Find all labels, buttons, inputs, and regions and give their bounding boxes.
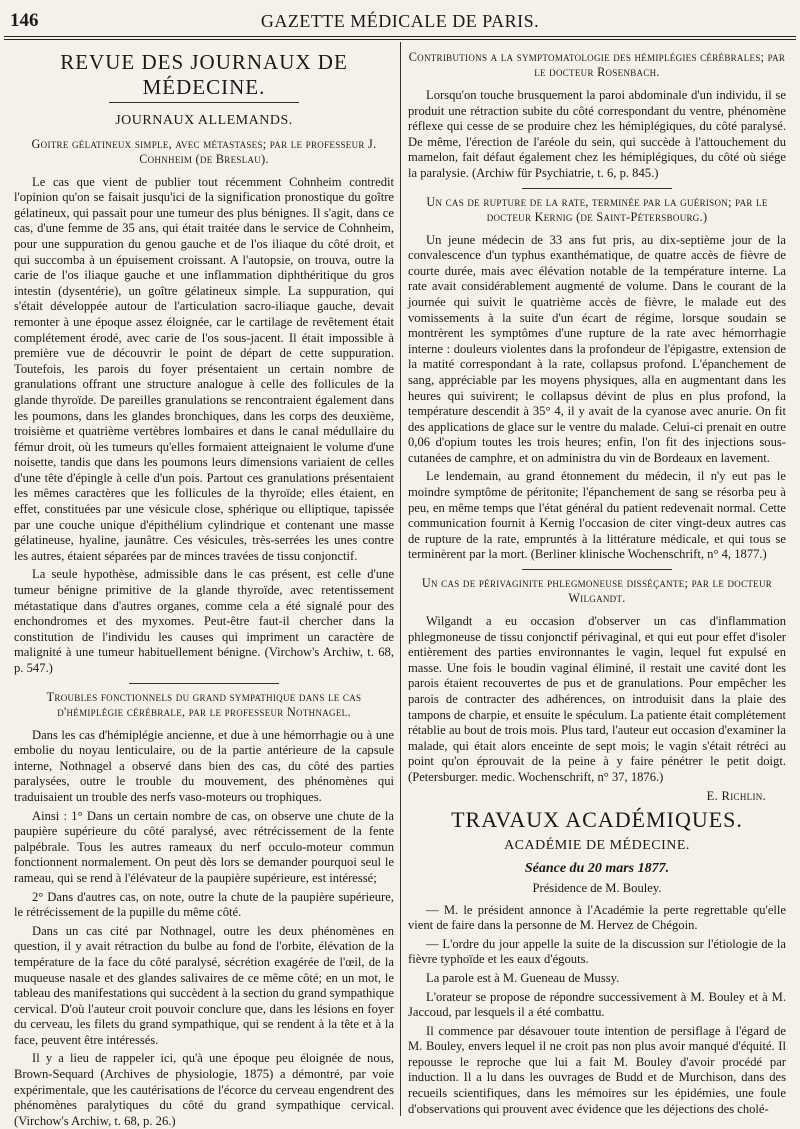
article-separator <box>522 569 672 570</box>
column-divider <box>400 42 401 1116</box>
article-paragraph: Le cas que vient de publier tout récemment Cohnheim contredit l'opinion qu'on se faisait jusqu'ici de la signification pronostique du goître gélatineux, qui passait pour une tumeur des plus bénignes. Il s'agit, dans ce cas, d'une femme de 35 ans, qui était traitée dans le service de Cohnheim, pour une suppuration du genou gauche et de l'os iliaque du côté droit, et qui succomba à un épuisement croissant. A l'autopsie, on trouva, outre la carie de l'os iliaque gauche et une inflammation diphthéritique du gros intestin (dysentérie), un goître gélatineux simple. La suppuration, qui s'était développée autour de l'articulation sacro-iliaque gauche, devait remonter à une époque assez éloignée, car le cartilage de revêtement était complétement érodé, avec carie de l'os sous-jacent. Il était impossible à première vue de découvrir le point de départ de cette suppuration. Toutefois, les parois du foyer présentaient un certain nombre de granulations offrant une structure analogue à celle des follicules de la glande thyroïde. De pareilles granulations se rencontraient également dans les poumons, dans les glandes bronchiques, dans les corps des deuxième, troisième et quatrième vertèbres lombaires et dans le canal médullaire du fémur droit, où les tumeurs qu'elles formaient atteignaient le volume d'une noisette, tandis que dans les poumons leurs dimensions variaient de celles d'une tête d'épingle à celle d'un pois. Partout ces granulations présentaient les mêmes caractères que les follicules de la thyroïde; elles étaient, en effet, constituées par une vésicule close, sphérique ou elliptique, tapissée par une couche unique d'épithélium cylindrique et contenant une masse gélatineuse, hyaline, jaunâtre. Ces vésicules, très-serrées les unes contre les autres, étaient séparées par de minces travées de tissu conjonctif. <box>14 174 394 563</box>
article-paragraph: Un jeune médecin de 33 ans fut pris, au dix-septième jour de la convalescence d'un typhus exanthématique, de quatre accès de fièvre de courte durée, mais avec élévation notable de la température interne. La rate avait considérablement augmenté de volume. Dans le courant de la journée qui suivit le quatrième accès de fièvre, le malade eut des vomissements à la suite d'un écart de régime, lorsque soudain se montrèrent les symptômes d'une rupture de la rate avec hémorrhagie interne : douleurs violentes dans la profondeur de l'épigastre, extension de la matité correspondant à la rate, collapsus profond. L'épanchement de sang, appréciable par les moyens physiques, alla en augmentant dans les heures qui suivirent; le collapsus dévint de plus en plus profond, la température descendit à 35° 4, il y avait de la cyanose avec anurie. On fit des applications de glace sur le ventre du malade. Celui-ci prenait en outre 0,06 d'opium toutes les trois heures; enfin, l'on fit des injections sous-cutanées de camphre, et on administra du vin de Bordeaux en lavement. <box>408 232 786 465</box>
academy-section-title: TRAVAUX ACADÉMIQUES. <box>451 807 743 833</box>
article-paragraph: Wilgandt a eu occasion d'observer un cas d'inflammation phlegmoneuse de tissu conjonctif périvaginal, et qui eut pour effet d'isoler entièrement des parties environnantes le vagin, lequel fut expulsé en masse. Une fois le boudin vaginal éliminé, il restait une cavité dont les parois étaient recouvertes de pus et de granulations. Pour empêcher les parois de contracter des adhérences, on introduisit dans la plaie des tampons de charpie, et ensuite le spéculum. La patiente était complétement rétablie au bout de trois mois. Plus tard, l'auteur eut occasion d'examiner la malade, qui était alors enceinte de sept mois; le vagin s'était rétréci au point qu'on éprouvait de la peine à y faire pénétrer le petit doigt. (Petersburger. medic. Wochenschrift, n° 37, 1876.) <box>408 614 786 784</box>
article-heading-sympathique: Troubles fonctionnels du grand sympathique dans le cas d'hémiplégie cérébrale, par le professeur Nothnagel. <box>46 689 362 719</box>
title-rule <box>109 102 299 103</box>
author-signature: E. Richlin. <box>706 788 766 803</box>
academy-subtitle: ACADÉMIE DE MÉDECINE. <box>504 837 690 853</box>
session-paragraph: Il commence par désavouer toute intention de persiflage à l'égard de M. Bouley, envers lequel il ne croit pas non plus avoir manqué d'équité. Il repousse le reproche que lui a fait M. Bouley d'avoir procédé par induction. Il a lu dans les ouvrages de Budd et de Murchison, dans des recueils scientifiques, dans les mémoires sur les épidémies, une foule d'observations qui prouvent avec évidence que les déjections des cholé- <box>408 1023 786 1116</box>
article-separator <box>522 188 672 189</box>
session-paragraph: — M. le président annonce à l'Académie la perte regrettable qu'elle vient de faire dans la personne de M. Hervez de Chégoin. <box>408 902 786 933</box>
article-paragraph: Dans un cas cité par Nothnagel, outre les deux phénomènes en question, il y avait rétraction du bulbe au fond de l'orbite, élévation de la température de la face du côté paralysé, sécrétion exagérée de l'œil, de la muqueuse nasale et des glandes salivaires de ce même côté; en un mot, le tableau des manifestations qui succèdent à la section du grand sympathique cervical. D'où l'auteur croit pouvoir conclure que, dans les lésions en foyer du cerveau, les filets du grand sympathique, qui se rendent à la tête et à la face, peuvent être intéressés. <box>14 923 394 1047</box>
session-paragraph: L'orateur se propose de répondre successivement à M. Bouley et à M. Jaccoud, par lesquels il a été combattu. <box>408 989 786 1020</box>
article-paragraph: Il y a lieu de rappeler ici, qu'à une époque peu éloignée de nous, Brown-Sequard (Archives de physiologie, 1875) a démontré, par voie expérimentale, que les cautérisations de l'écorce du cerveau engendrent des phénomènes paralytiques du côté du grand sympathique cervical. (Virchow's Archiw, t. 68, p. 26.) <box>14 1051 394 1128</box>
left-column <box>14 44 394 1128</box>
subsection-title: JOURNAUX ALLEMANDS. <box>115 113 293 128</box>
article-heading-rate: Un cas de rupture de la rate, terminée par la guérison; par le docteur Kernig (de Saint-Pétersbourg.) <box>426 194 768 224</box>
session-paragraph: — L'ordre du jour appelle la suite de la discussion sur l'étiologie de la fièvre typhoïde et les eaux d'égouts. <box>408 936 786 967</box>
article-paragraph: Ainsi : 1° Dans un certain nombre de cas, on observe une chute de la paupière supérieure du côté paralysé, avec rétrécissement de la fente palpébrale. Tous les autres rameaux du nerf occulo-moteur commun fonctionnent normalement. On peut dès lors se demander pourquoi seul le rameau, qui se rend à l'élévateur de la paupière supérieure, est intéressé; <box>14 808 394 885</box>
article-paragraph: Dans les cas d'hémiplégie ancienne, et due à une hémorrhagie ou à une embolie du noyau lenticulaire, ou de la partie antérieure de la capsule interne, Nothnagel a observé dans bien des cas, du côté des parties paralysées, outre le trouble du mouvement, des phénomènes qui traduisaient un trouble des nerfs vaso-moteurs ou trophiques. <box>14 727 394 804</box>
article-heading-perivaginite: Un cas de périvaginite phlegmoneuse disséçante; par le docteur Wilgandt. <box>421 576 773 606</box>
article-separator <box>129 683 279 684</box>
article-paragraph: La seule hypothèse, admissible dans le cas présent, est celle d'une tumeur bénigne primitive de la glande thyroïde, avec retentissement métastatique dans d'autres organes, comme cela a été signalé pour des enchondromes et des myxomes. Peut-être faut-il chercher dans la constitution de l'individu les causes qui impriment un caractère de malignité à une tumeur habituellement bénigne. (Virchow's Archiw, t. 68, p. 547.) <box>14 567 394 675</box>
session-paragraph: La parole est à M. Gueneau de Mussy. <box>426 970 620 985</box>
page-number: 146 <box>10 10 39 31</box>
article-paragraph: Le lendemain, au grand étonnement du médecin, il n'y eut pas le moindre symptôme de péritonite; l'épanchement de sang se résorba peu à peu, en même temps que l'état général du patient redevenait normal. Cette communication fournit à Kernig l'occasion de citer vingt-deux autres cas de rupture de la rate, empruntés à la littérature médicale, et qui tous se terminèrent par la mort. (Berliner klinische Wochenschrift, n° 4, 1877.) <box>408 469 786 562</box>
session-heading: Séance du 20 mars 1877. <box>524 861 670 877</box>
right-column <box>408 44 786 1114</box>
article-heading-goitre: Goitre gélatineux simple, avec métastases; par le professeur J. Cohnheim (de Breslau). <box>31 136 377 166</box>
section-title: REVUE DES JOURNAUX DE MÉDECINE. <box>60 50 348 99</box>
article-heading-hemiplegies: Contributions a la symptomatologie des hémiplégies cérébrales; par le docteur Rosenbach. <box>408 50 786 79</box>
article-paragraph: 2° Dans d'autres cas, on note, outre la chute de la paupière supérieure, le rétrécissement de la pupille du même côté. <box>14 889 394 920</box>
top-rule <box>4 36 796 40</box>
running-title: GAZETTE MÉDICALE DE PARIS. <box>260 11 540 31</box>
article-paragraph: Lorsqu'on touche brusquement la paroi abdominale d'un individu, il se produit une rétraction subite du côté correspondant du ventre, phénomène réflexe qui cesse de se produire chez les hémiplégiques, du côté paralysé. De même, l'érection de l'aréole du sein, qui succède à l'attouchement du mamelon, fait défaut également chez les hémiplégiques, du côté où siége la paralysie. (Archiw für Psychiatrie, t. 6, p. 845.) <box>408 88 786 180</box>
presidence-line: Présidence de M. Bouley. <box>532 880 662 895</box>
